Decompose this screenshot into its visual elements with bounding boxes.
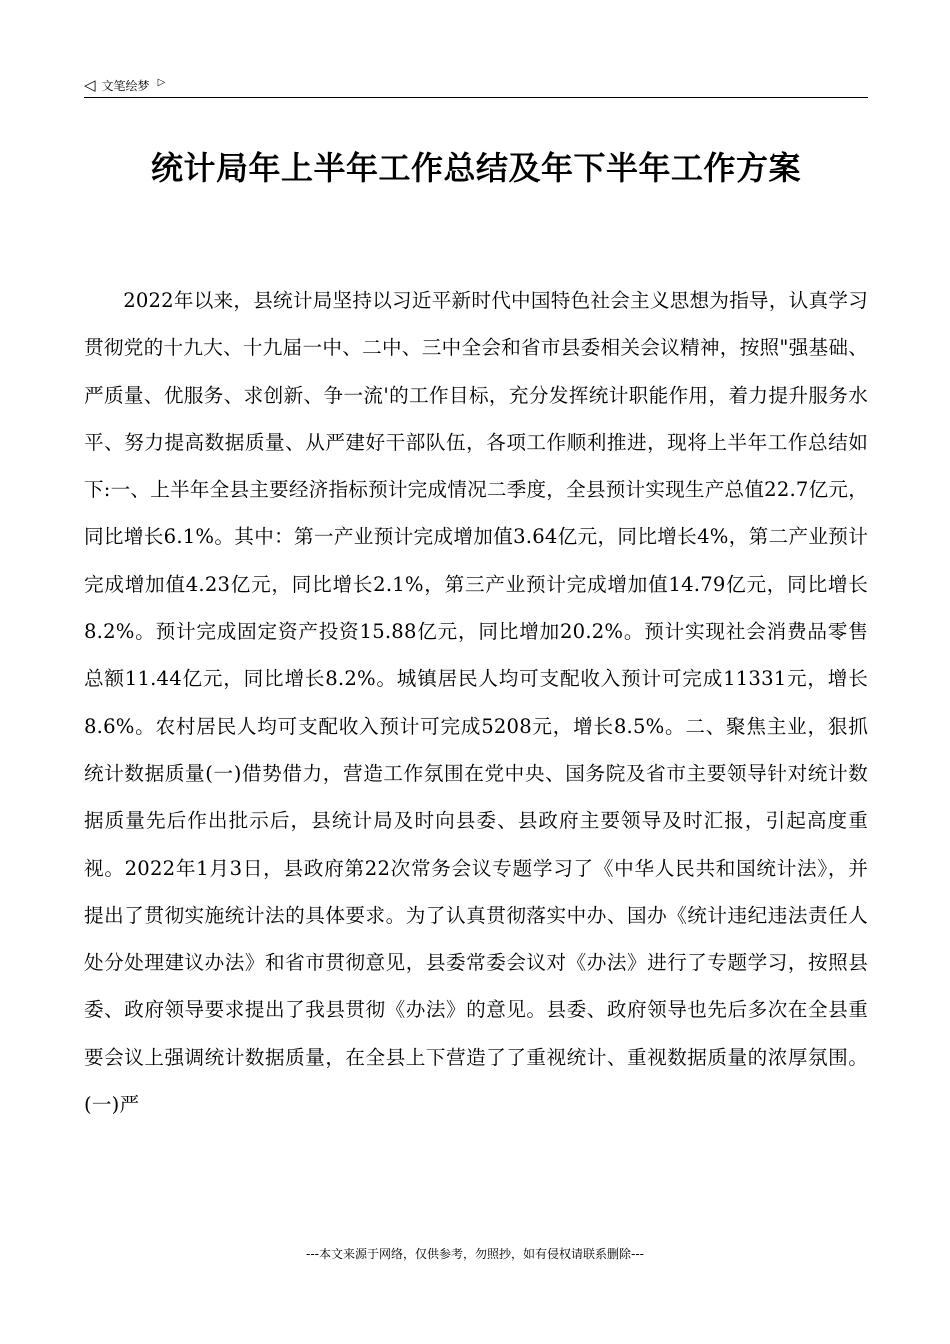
triangle-left-icon: ◁ [84,75,96,94]
header-label: 文笔绘梦 [101,78,150,93]
page-header [84,74,868,96]
header-divider [84,97,868,98]
triangle-right-icon: ▷ [157,77,166,88]
document-title: 统计局年上半年工作总结及年下半年工作方案 [150,149,801,187]
document-body: 2022年以来，县统计局坚持以习近平新时代中国特色社会主义思想为指导，认真学习贯彻党的十九大、十九届一中、二中、三中全会和省市县委相关会议精神，按照"强基础、严质量、优服务、求创新、争一流'的工作目标，充分发挥统计职能作用，着力提升服务水平、努力提高数据质量、从严建好干部队伍，各项工作顺利推进，现将上半年工作总结如下:一、上半年全县主要经济指标预计完成情况二季度，全县预计实现生产总值22.7亿元，同比增长6.1%。其中：第一产业预计完成增加值3.64亿元，同比增长4%，第二产业预计完成增加值4.23亿元，同比增长2.1%，第三产业预计完成增加值14.79亿元，同比增长8.2%。预计完成固定资产投资15.88亿元，同比增加20.2%。预计实现社会消费品零售总额11.44亿元，同比增长8.2%。城镇居民人均可支配收入预计可完成11331元，增长8.6%。农村居民人均可支配收入预计可完成5208元，增长8.5%。二、聚焦主业，狠抓统计数据质量(一)借势借力，营造工作氛围在党中央、国务院及省市主要领导针对统计数据质量先后作出批示后，县统计局及时向县委、县政府主要领导及时汇报，引起高度重视。2022年1月3日，县政府第22次常务会议专题学习了《中华人民共和国统计法》，并提出了贯彻实施统计法的具体要求。为了认真贯彻落实中办、国办《统计违纪违法责任人处分处理建议办法》和省市贯彻意见，县委常委会议对《办法》进行了专题学习，按照县委、政府领导要求提出了我县贯彻《办法》的意见。县委、政府领导也先后多次在全县重要会议上强调统计数据质量，在全县上下营造了了重视统计、重视数据质量的浓厚氛围。(一)严 [84,289,868,1117]
footer-notice: ---本文来源于网络，仅供参考，勿照抄，如有侵权请联系删除--- [306,1247,644,1261]
